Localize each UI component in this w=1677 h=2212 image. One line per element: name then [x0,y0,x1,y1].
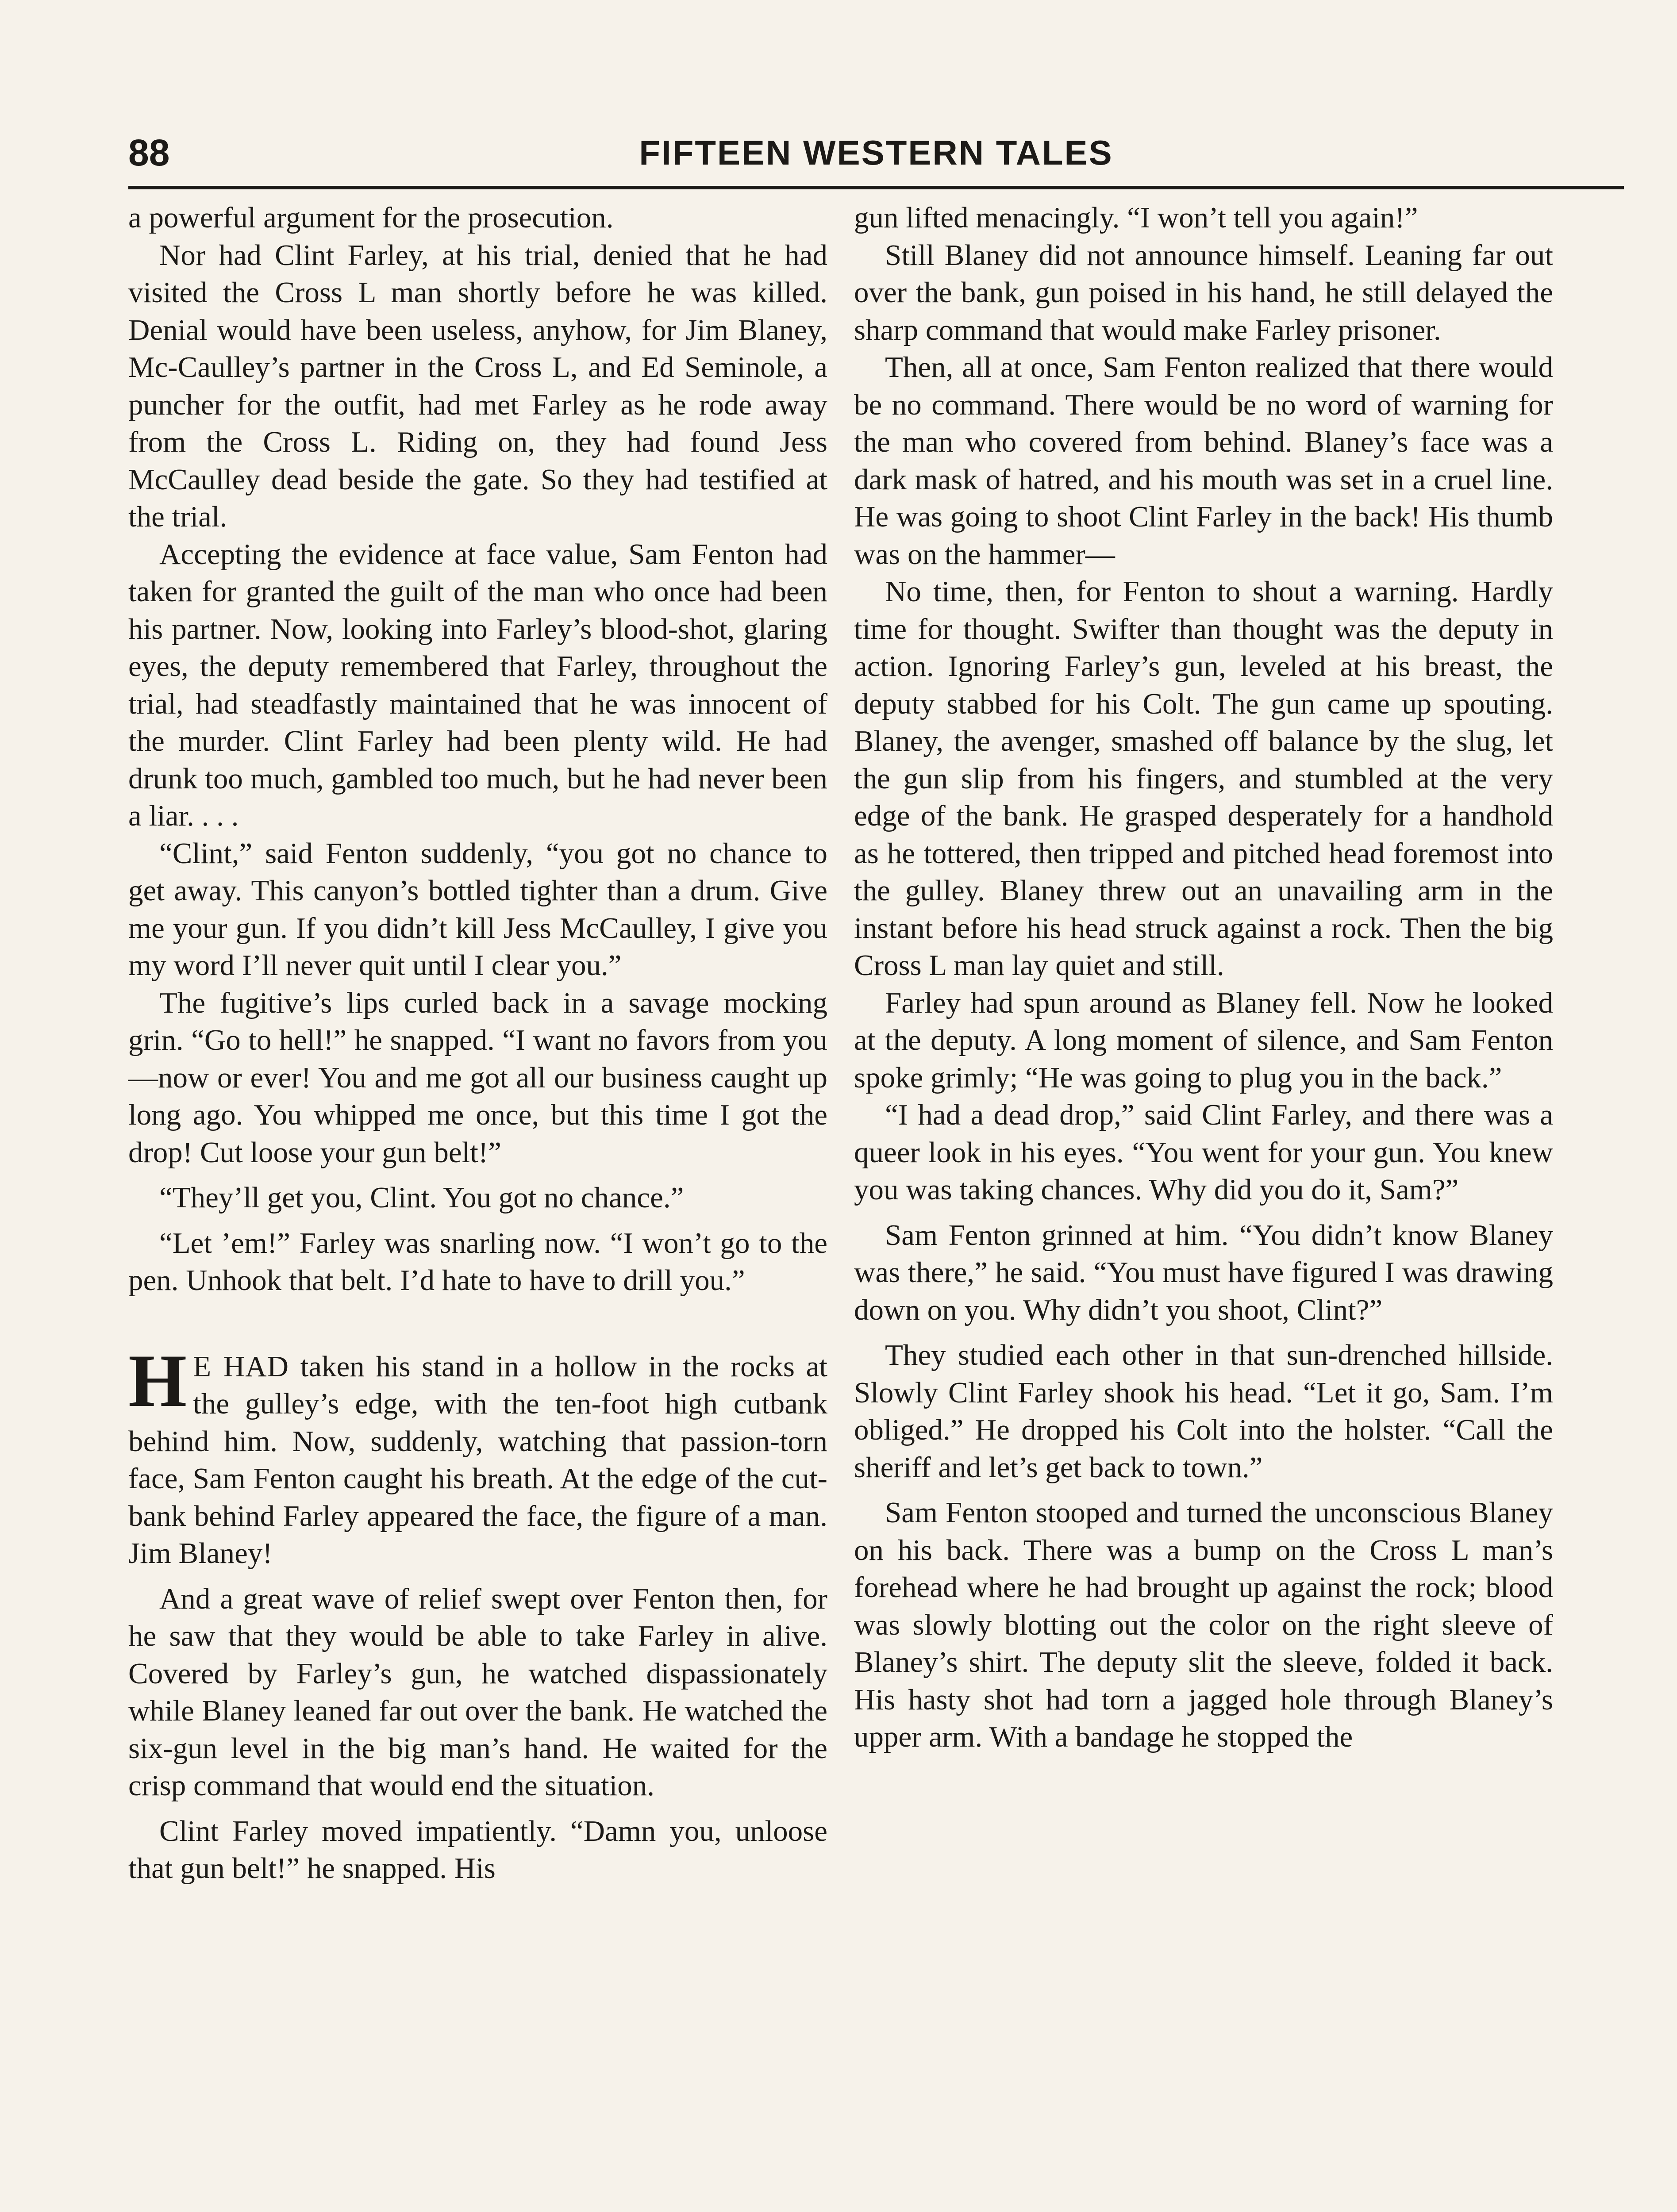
paragraph: a powerful argument for the prosecution. [128,201,614,234]
paragraph: “I had a dead drop,” said Clint Farley, and there was a queer look in his eyes. “You went for your gun. You knew you was taking chances. Why did you do it, Sam?” [854,1098,1553,1206]
paragraph: “Let ’em!” Farley was snarling now. “I won’t go to the pen. Unhook that belt. I’d hate to have to drill you.” [128,1226,827,1297]
paragraph: “Clint,” said Fenton suddenly, “you got no chance to get away. This canyon’s bottled tighter than a drum. Give me your gun. If you didn’t kill Jess McCaulley, I give you my word I’ll never quit until I clear you.” [128,837,827,982]
paragraph: No time, then, for Fenton to shout a warning. Hardly time for thought. Swifter than thought was the deputy in action. Ignoring Farley’s gun, leveled at his breast, the deputy stabbed for his Colt. The gun came up spouting. Blaney, the avenger, smashed off balance by the slug, let the gun slip from his fingers, and stumbled at the very edge of the bank. He grasped desperately for a handhold as he tottered, then tripped and pitched head foremost into the gulley. Blaney threw out an unavailing arm in the instant before his head struck against a rock. Then the big Cross L man lay quiet and still. [854,575,1553,982]
paragraph: gun lifted menacingly. “I won’t tell you again!” [854,201,1418,234]
paragraph: Sam Fenton grinned at him. “You didn’t know Blaney was there,” he said. “You must have figured I was drawing down on you. Why didn’t you shoot, Clint?” [854,1218,1553,1326]
section-start-paragraph [128,1339,827,1572]
paragraph: The fugitive’s lips curled back in a savage mocking grin. “Go to hell!” he snapped. “I want no favors from you—now or ever! You and me got all our business caught up long ago. You whipped me once, but this time I got the drop! Cut loose your gun belt!” [128,986,827,1169]
paragraph: Still Blaney did not announce himself. Leaning far out over the bank, gun poised in his hand, he still delayed the sharp command that would make Farley prisoner. [854,238,1553,346]
lead-in-text: E HAD [193,1350,289,1383]
drop-cap: H [128,1339,187,1422]
paragraph: They studied each other in that sun-drenched hillside. Slowly Clint Farley shook his head. “Let it go, Sam. I’m obliged.” He dropped his Colt into the holster. “Call the sheriff and let’s get back to town.” [854,1339,1553,1484]
paragraph: “They’ll get you, Clint. You got no chance.” [159,1181,684,1214]
page-number: 88 [128,132,170,173]
paragraph-text: taken his stand in a hollow in the rocks at the gulley’s edge, with the ten-foot high cutbank behind him. Now, suddenly, watching that passion-torn face, Sam Fenton caught his breath. At the edge of the cut-bank behind Farley appeared the face, the figure of a man. Jim Blaney! [128,1350,827,1570]
paragraph: Then, all at once, Sam Fenton realized that there would be no command. There would be no word of warning for the man who covered from behind. Blaney’s face was a dark mask of hatred, and his mouth was set in a cruel line. He was going to shoot Clint Farley in the back! His thumb was on the hammer— [854,351,1553,571]
paragraph: Clint Farley moved impatiently. “Damn you, unloose that gun belt!” he snapped. His [128,1814,827,1885]
running-title: FIFTEEN WESTERN TALES [639,133,1113,172]
paragraph: Farley had spun around as Blaney fell. Now he looked at the deputy. A long moment of silence, and Sam Fenton spoke grimly; “He was going to plug you in the back.” [854,986,1553,1094]
paragraph: Nor had Clint Farley, at his trial, denied that he had visited the Cross L man shortly before he was killed. Denial would have been useless, anyhow, for Jim Blaney, Mc-Caulley’s partner in the Cross L, and Ed Seminole, a puncher for the outfit, had met Farley as he rode away from the Cross L. Riding on, they had found Jess McCaulley dead beside the gate. So they had testified at the trial. [128,238,827,533]
right-column [854,199,1553,1756]
paragraph: Accepting the evidence at face value, Sam Fenton had taken for granted the guilt of the man who once had been his partner. Now, looking into Farley’s blood-shot, glaring eyes, the deputy remembered that Farley, throughout the trial, had steadfastly maintained that he was innocent of the murder. Clint Farley had been plenty wild. He had drunk too much, gambled too much, but he had never been a liar. . . . [128,538,827,832]
left-column [128,199,827,1887]
paragraph: And a great wave of relief swept over Fenton then, for he saw that they would be able to take Farley in alive. Covered by Farley’s gun, he watched dispassionately while Blaney leaned far out over the bank. He watched the six-gun level in the big man’s hand. He waited for the crisp command that would end the situation. [128,1582,827,1802]
page-header [128,128,1624,189]
paragraph: Sam Fenton stooped and turned the unconscious Blaney on his back. There was a bump on the Cross L man’s forehead where he had brought up against the rock; blood was slowly blotting out the color on the right sleeve of Blaney’s shirt. The deputy slit the sleeve, folded it back. His hasty shot had torn a jagged hole through Blaney’s upper arm. With a bandage he stopped the [854,1496,1553,1753]
